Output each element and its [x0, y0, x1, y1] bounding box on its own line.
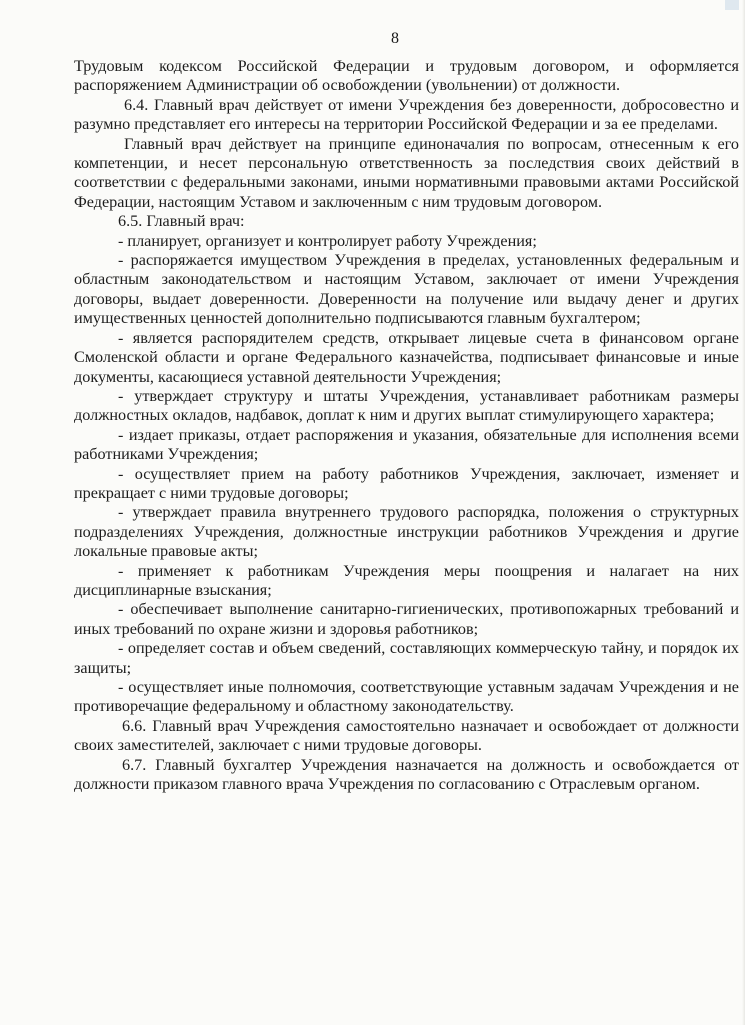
paragraph-6-5-heading: 6.5. Главный врач: [118, 212, 245, 231]
paragraph-6-4: 6.4. Главный врач действует от имени Учреждения без доверенности, добросовестно и разумно представляет его интересы на территории Российской Федерации и за ее пределами. [74, 95, 739, 134]
paragraph-continuation: Трудовым кодексом Российской Федерации и трудовым договором, и оформляется распоряжением Администрации об освобождении (увольнении) от должности. [74, 57, 739, 95]
list-item-other-powers: - осуществляет иные полномочия, соответствующие уставным задачам Учреждения и не противоречащие федеральному и областному законодательству. [74, 678, 739, 716]
list-item-secrets: - определяет состав и объем сведений, составляющих коммерческую тайну, и порядок их защиты; [74, 639, 739, 677]
scan-corner-mark [725, 0, 739, 10]
paragraph-6-7: 6.7. Главный бухгалтер Учреждения назначается на должность и освобождается от должности приказом главного врача Учреждения по согласованию с Отраслевым органом. [74, 755, 739, 794]
list-item-rules: - утверждает правила внутреннего трудового распорядка, положения о структурных подразделениях Учреждения, должностные инструкции работников Учреждения и другие локальные правовые акты; [74, 503, 739, 561]
list-item-property: - распоряжается имуществом Учреждения в пределах, установленных федеральным и областным законодательством и настоящим Уставом, заключает от имени Учреждения договоры, выдает доверенности. Доверенности на получение или выдачу денег и других имущественных ценностей дополнительно подписываются главным бухгалтером; [74, 251, 739, 328]
list-item-plans: - планирует, организует и контролирует работу Учреждения; [118, 231, 537, 250]
page-number: 8 [391, 30, 399, 47]
list-item-structure: - утверждает структуру и штаты Учреждения, устанавливает работникам размеры должностных окладов, надбавок, доплат к ним и других выплат стимулирующего характера; [74, 386, 739, 425]
paragraph-edinonachalie: Главный врач действует на принципе единоначалия по вопросам, отнесенным к его компетенции, и несет персональную ответственность за последствия своих действий в соответствии с федеральными законами, иными нормативными правовыми актами Российской Федерации, настоящим Уставом и заключенным с ним трудовым договором. [74, 134, 739, 211]
paragraph-6-6: 6.6. Главный врач Учреждения самостоятельно назначает и освобождает от должности своих заместителей, заключает с ними трудовые договоры. [74, 716, 739, 755]
list-item-rewards: - применяет к работникам Учреждения меры поощрения и налагает на них дисциплинарные взыскания; [74, 561, 739, 599]
list-item-orders: - издает приказы, отдает распоряжения и указания, обязательные для исполнения всеми работниками Учреждения; [74, 425, 739, 464]
document-body [74, 57, 739, 794]
list-item-funds: - является распорядителем средств, открывает лицевые счета в финансовом органе Смоленской области и органе Федерального казначейства, подписывает финансовые и иные документы, касающиеся уставной деятельности Учреждения; [74, 328, 739, 386]
list-item-hiring: - осуществляет прием на работу работников Учреждения, заключает, изменяет и прекращает с ними трудовые договоры; [74, 464, 739, 502]
list-item-safety: - обеспечивает выполнение санитарно-гигиенических, противопожарных требований и иных требований по охране жизни и здоровья работников; [74, 600, 739, 638]
